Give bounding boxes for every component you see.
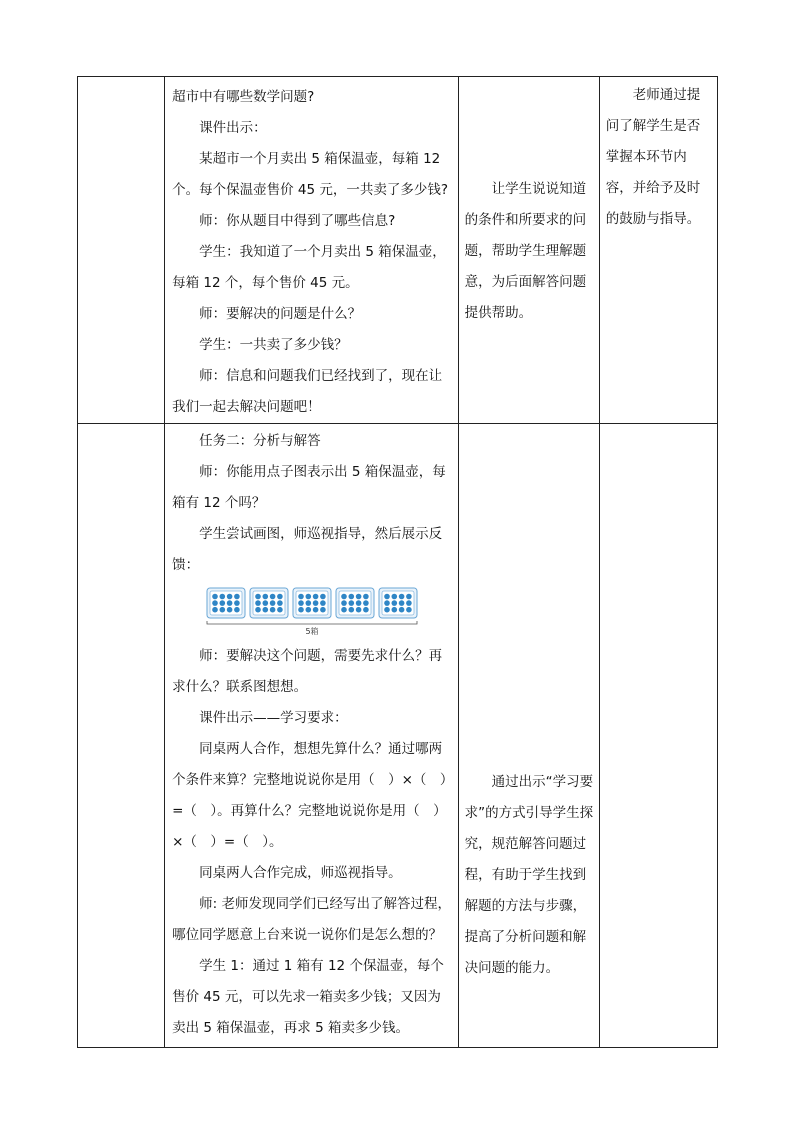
activity-paragraph: 任务二：分析与解答	[199, 433, 321, 449]
dot	[399, 607, 405, 613]
dot	[341, 594, 347, 600]
dot	[277, 607, 283, 613]
activity-cell	[165, 77, 458, 424]
dot	[212, 607, 218, 613]
design-intent-text: 让学生说说知道的条件和所要求的问题，帮助学生理解题意，为后面解答问题提供帮助。	[464, 181, 587, 321]
bracket-line	[207, 621, 417, 624]
activity-paragraph: 学生：一共卖了多少钱？	[199, 337, 348, 353]
dot	[277, 600, 283, 606]
dot	[363, 594, 369, 600]
dot	[349, 594, 355, 600]
design-intent-text: 通过出示“学习要求”的方式引导学生探究，规范解答问题过程，有助于学生找到解题的方法与步骤，提高了分析问题和解决问题的能力。	[464, 774, 594, 976]
activity-paragraph: 师：信息和问题我们已经找到了，现在让我们一起去解决问题吧！	[172, 368, 443, 415]
dot	[349, 600, 355, 606]
dot	[234, 607, 240, 613]
dot	[406, 600, 412, 606]
stage-cell	[78, 77, 165, 424]
dot	[313, 594, 319, 600]
table-row	[78, 77, 718, 424]
dot	[298, 600, 304, 606]
dot	[263, 600, 269, 606]
evaluation-cell	[599, 424, 717, 1048]
dot	[298, 607, 304, 613]
dot	[263, 594, 269, 600]
dot	[234, 594, 240, 600]
activity-paragraph: 学生尝试画图，师巡视指导，然后展示反馈：	[172, 526, 443, 573]
dot	[356, 600, 362, 606]
activity-paragraph: 课件出示：	[199, 120, 267, 136]
dot	[392, 607, 398, 613]
activity-paragraph: 某超市一个月卖出 5 箱保温壶，每箱 12 个。每个保温壶售价 45 元，一共卖了多少钱?	[172, 151, 449, 198]
activity-paragraph: 同桌两人合作完成，师巡视指导。	[199, 865, 402, 881]
dot	[255, 600, 261, 606]
dot	[306, 607, 312, 613]
dot	[212, 600, 218, 606]
table-row	[78, 424, 718, 1048]
dot	[212, 594, 218, 600]
lesson-plan-table	[77, 76, 718, 1048]
dot	[320, 607, 326, 613]
design-intent-cell	[458, 77, 599, 424]
dot	[227, 600, 233, 606]
dot	[356, 594, 362, 600]
design-intent-cell	[458, 424, 599, 1048]
dot	[255, 594, 261, 600]
dot	[363, 607, 369, 613]
dot	[220, 607, 226, 613]
dot	[406, 607, 412, 613]
activity-paragraph: 师：要解决的问题是什么？	[199, 306, 362, 322]
dot	[263, 607, 269, 613]
dot	[220, 600, 226, 606]
dot	[227, 594, 233, 600]
dot	[220, 594, 226, 600]
stage-cell	[78, 424, 165, 1048]
dot	[349, 607, 355, 613]
dot	[313, 607, 319, 613]
activity-cell	[165, 424, 458, 1048]
dot	[384, 594, 390, 600]
dot	[270, 594, 276, 600]
dot	[313, 600, 319, 606]
dot	[384, 600, 390, 606]
dot	[270, 600, 276, 606]
dot	[270, 607, 276, 613]
dot	[320, 594, 326, 600]
activity-paragraph: 师：要解决这个问题，需要先求什么？再求什么？联系图想想。	[172, 648, 443, 695]
activity-paragraph: 师：你从题目中得到了哪些信息?	[199, 213, 396, 229]
activity-paragraph: 师: 老师发现同学们已经写出了解答过程，哪位同学愿意上台来说一说你们是怎么想的？	[172, 896, 451, 943]
dot	[399, 600, 405, 606]
dot	[384, 607, 390, 613]
dot	[392, 600, 398, 606]
dot	[363, 600, 369, 606]
dot	[356, 607, 362, 613]
evaluation-cell	[599, 77, 717, 424]
box-count-label: 5箱	[305, 627, 319, 636]
dot	[406, 594, 412, 600]
dot	[255, 607, 261, 613]
dot	[341, 607, 347, 613]
activity-paragraph: 超市中有哪些数学问题?	[172, 89, 315, 105]
dot	[320, 600, 326, 606]
dot-array-svg	[205, 586, 419, 638]
activity-paragraph: 同桌两人合作，想想先算什么？通过哪两个条件来算？完整地说说你是用（ ）×（ ）=（ ）。再算什么？完整地说说你是用（ ）×（ ）=（ ）。	[172, 741, 447, 850]
dot	[392, 594, 398, 600]
dot	[306, 594, 312, 600]
dot	[234, 600, 240, 606]
dot	[227, 607, 233, 613]
dot	[298, 594, 304, 600]
activity-paragraph: 课件出示——学习要求：	[199, 710, 348, 726]
dot	[341, 600, 347, 606]
dot	[277, 594, 283, 600]
dot	[399, 594, 405, 600]
evaluation-text: 老师通过提问了解学生是否掌握本环节内容，并给予及时的鼓励与指导。	[605, 87, 701, 227]
dot-array-figure	[205, 586, 451, 638]
activity-paragraph: 学生 1：通过 1 箱有 12 个保温壶，每个售价 45 元，可以先求一箱卖多少钱；又因为卖出 5 箱保温壶，再求 5 箱卖多少钱。	[172, 958, 444, 1036]
activity-paragraph: 师：你能用点子图表示出 5 箱保温壶，每箱有 12 个吗？	[172, 464, 446, 511]
dot	[306, 600, 312, 606]
activity-paragraph: 学生：我知道了一个月卖出 5 箱保温壶，每箱 12 个，每个售价 45 元。	[172, 244, 446, 291]
